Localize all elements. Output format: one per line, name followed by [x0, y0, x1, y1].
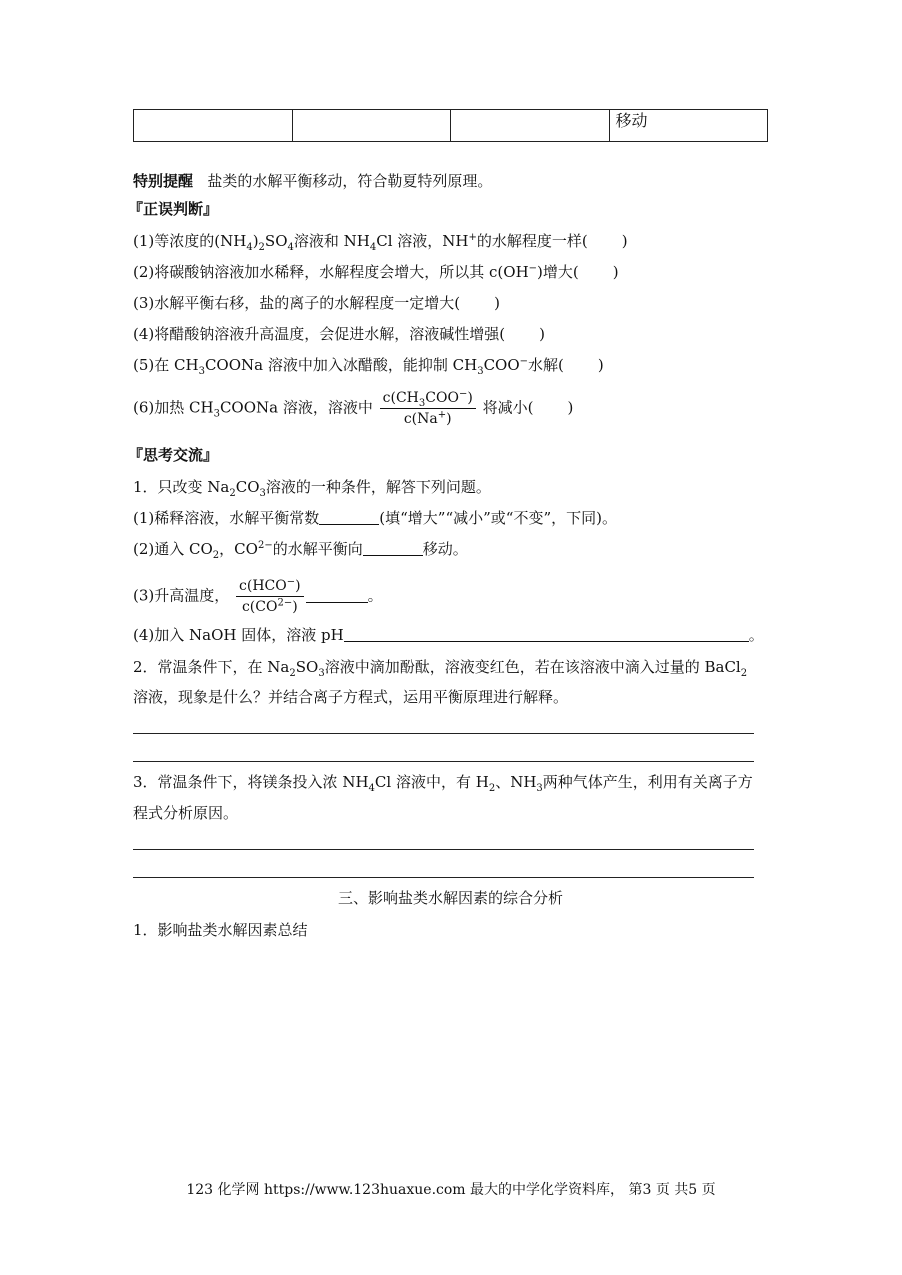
tip-label: 特别提醒	[133, 172, 194, 190]
answer-blank[interactable]	[344, 625, 749, 642]
section-item-1: 1．影响盐类水解因素总结	[133, 921, 308, 939]
answer-line[interactable]	[133, 877, 754, 878]
answer-line[interactable]	[133, 733, 754, 734]
answer-line[interactable]	[133, 761, 754, 762]
judge-q6: (6)加热 $CH_3COONa$ 溶液，溶液中 $\frac{c(CH_3COO^-)}{c(Na^+)}$ 将减小( )	[133, 388, 574, 427]
think-p2-cont: 溶液，现象是什么？并结合离子方程式，运用平衡原理进行解释。	[133, 688, 569, 706]
think-s2: (2)通入 $CO_2$，$CO^{2-}$的水解平衡向 移动。	[133, 540, 468, 561]
think-s1: (1)稀释溶液，水解平衡常数 (填“增大”“减小”或“不变”，下同)。	[133, 509, 617, 527]
answer-blank[interactable]	[306, 586, 368, 603]
tip-text: 盐类的水解平衡移动，符合勒夏特列原理。	[207, 172, 493, 190]
continuation-table	[133, 109, 768, 142]
table-cell-4: 移动	[609, 110, 768, 142]
fraction-hco3-co3: $\frac{c(HCO^-)}{c(CO^{2-})}$	[236, 576, 304, 617]
judge-q5: (5)在 $CH_3COONa$ 溶液中加入冰醋酸，能抑制 $CH_3COO^-$水解( )	[133, 356, 604, 377]
think-p1: 1．只改变 $Na_2CO_3$溶液的一种条件，解答下列问题。	[133, 478, 491, 499]
answer-blank[interactable]	[319, 508, 379, 525]
think-p3-cont: 程式分析原因。	[133, 804, 239, 822]
section-title: 三、影响盐类水解因素的综合分析	[337, 889, 563, 907]
table-row	[134, 110, 768, 142]
page-footer: 123 化学网 https://www.123huaxue.com 最大的中学化学资料库， 第3 页 共5 页	[186, 1182, 716, 1198]
answer-line[interactable]	[133, 849, 754, 850]
judge-q1: (1)等浓度的$(NH_4)_2SO_4$溶液和 $NH_4Cl$ 溶液，NH+的水解程度一样( )	[133, 232, 628, 253]
think-p3: 3．常温条件下，将镁条投入浓 $NH_4Cl$ 溶液中，有 $H_2$、$NH_3$两种气体产生，利用有关离子方	[133, 773, 753, 794]
table-cell-3	[451, 110, 610, 142]
judge-heading: 『正误判断』	[128, 200, 219, 218]
think-heading: 『思考交流』	[128, 446, 219, 464]
table-cell-1	[134, 110, 293, 142]
judge-q3: (3)水解平衡右移，盐的离子的水解程度一定增大( )	[133, 294, 500, 312]
tip-line	[133, 170, 492, 192]
judge-q2: (2)将碳酸钠溶液加水稀释，水解程度会增大，所以其 c(OH−)增大( )	[133, 263, 619, 281]
judge-q4: (4)将醋酸钠溶液升高温度，会促进水解，溶液碱性增强( )	[133, 325, 545, 343]
table-cell-2	[292, 110, 451, 142]
fraction-ch3coo-na: $\frac{c(CH_3COO^-)}{c(Na^+)}$	[380, 388, 476, 429]
think-s3: (3)升高温度， $\frac{c(HCO^-)}{c(CO^{2-})}$ 。	[133, 576, 383, 615]
think-p2: 2．常温条件下，在 $Na_2SO_3$溶液中滴加酚酞，溶液变红色，若在该溶液中滴入过量的 BaCl$_2$	[133, 658, 748, 679]
think-s4: (4)加入 NaOH 固体，溶液 pH 。	[133, 626, 764, 644]
answer-blank[interactable]	[363, 539, 423, 556]
